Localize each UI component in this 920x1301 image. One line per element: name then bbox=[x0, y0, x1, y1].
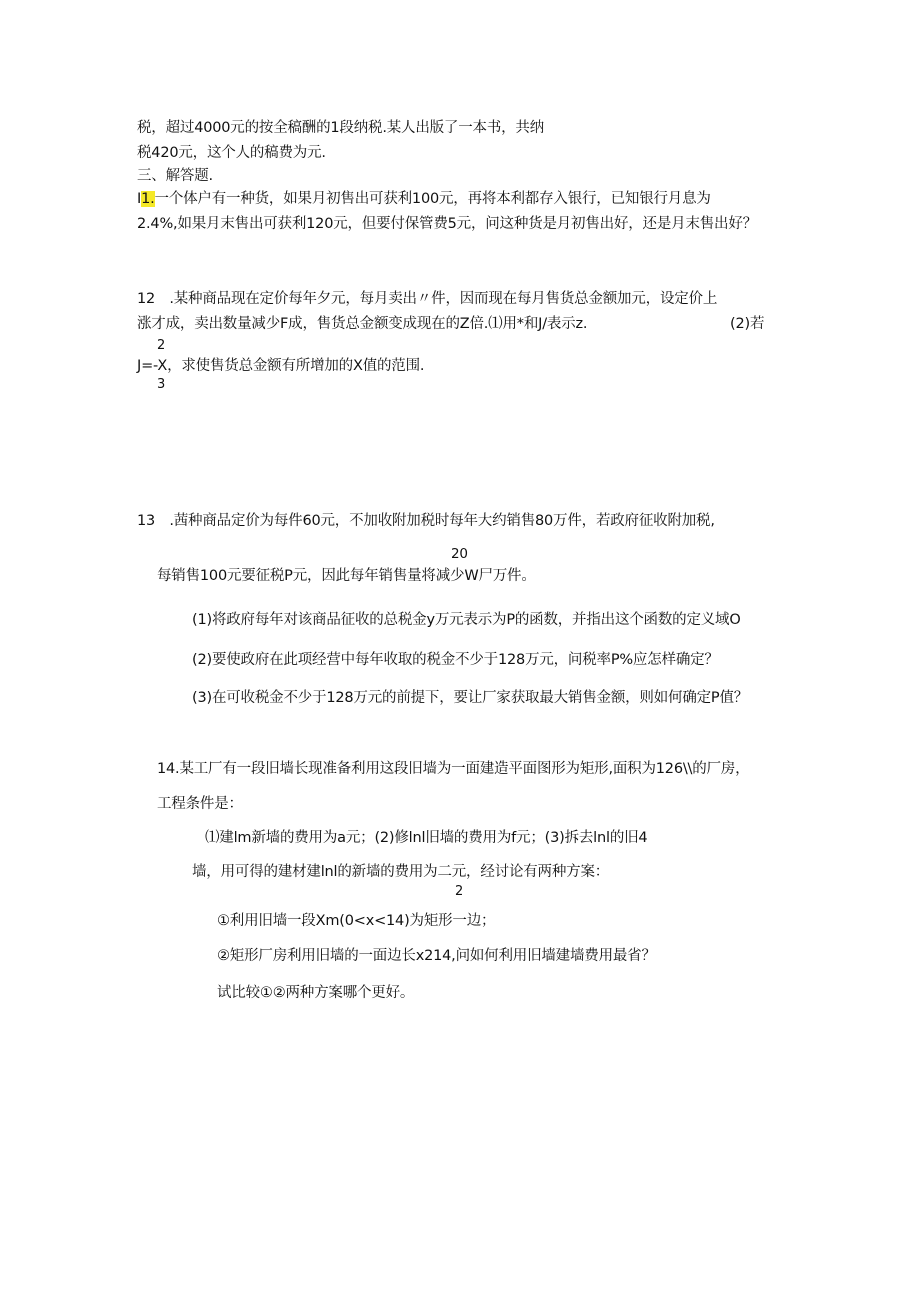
question-13-line-1: 13 .茜种商品定价为每件60元，不加收附加税时每年大约销售80万件，若政府征收附加税, bbox=[137, 513, 715, 529]
question-14-final: 试比较①②两种方案哪个更好。 bbox=[217, 985, 415, 1001]
question-12-part-2-label: (2)若 bbox=[730, 316, 765, 332]
question-11-text: 一个体户有一种货，如果月初售出可获利100元，再将本利都存入银行，已知银行月息为 bbox=[154, 191, 711, 207]
fraction-numerator: 2 bbox=[157, 338, 166, 353]
question-14-option-2: ②矩形厂房利用旧墙的一面边长x214,问如何利用旧墙建墙费用最省？ bbox=[217, 948, 656, 964]
fraction-denominator: 3 bbox=[157, 377, 166, 392]
question-12-line-1: 12 .某种商品现在定价每年夕元，每月卖出〃件，因而现在每月售货总金额加元，设定价上 bbox=[137, 291, 718, 307]
question-11-line-2: 2.4%,如果月末售出可获利120元，但要付保管费5元，问这种货是月初售出好，还是月末售出好？ bbox=[137, 216, 757, 232]
question-14-conditions: ⑴建lm新墙的费用为a元；(2)修lnl旧墙的费用为f元；(3)拆去lnl的旧4 bbox=[205, 830, 648, 846]
question-12-line-2: 涨才成，卖出数量减少F成，售货总金额变成现在的Z倍.⑴用*和J/表示z. bbox=[137, 316, 588, 332]
question-14-line-2: 工程条件是： bbox=[157, 796, 243, 812]
question-12-line-3: J=-X，求使售货总金额有所增加的X值的范围. bbox=[137, 358, 425, 374]
question-14-line-4: 墙，用可得的建材建lnl的新墙的费用为二元，经讨论有两种方案： bbox=[192, 864, 610, 880]
fraction-numerator-20: 20 bbox=[451, 546, 468, 562]
text-line-tax-rule: 税，超过4000元的按全稿酬的1段纳税.某人出版了一本书，共纳 bbox=[137, 120, 545, 136]
section-heading: 三、解答题. bbox=[137, 168, 213, 184]
question-13-part-2: (2)要使政府在此项经营中每年收取的税金不少于128万元，问税率P%应怎样确定？ bbox=[192, 652, 719, 668]
text-line-tax-total: 税420元，这个人的稿费为元. bbox=[137, 145, 326, 161]
fraction-denominator-2: 2 bbox=[455, 884, 464, 899]
question-11-line-1 bbox=[137, 189, 711, 209]
question-13-part-3: (3)在可收税金不少于128万元的前提下，要让厂家获取最大销售金额，则如何确定P值？ bbox=[192, 690, 749, 706]
question-13-line-2: 每销售100元要征税P元，因此每年销售量将减少W尸万件。 bbox=[157, 568, 536, 584]
question-14-line-1: 14.某工厂有一段旧墙长现准备利用这段旧墙为一面建造平面图形为矩形,面积为126\\的厂房， bbox=[157, 761, 750, 777]
question-11-prefix: I bbox=[137, 191, 142, 207]
question-13-part-1: (1)将政府每年对该商品征收的总税金y万元表示为P的函数，并指出这个函数的定义域O bbox=[192, 612, 741, 628]
question-11-number-highlight: 1. bbox=[141, 191, 155, 207]
question-14-option-1: ①利用旧墙一段Xm(0<x<14)为矩形一边； bbox=[217, 913, 496, 929]
